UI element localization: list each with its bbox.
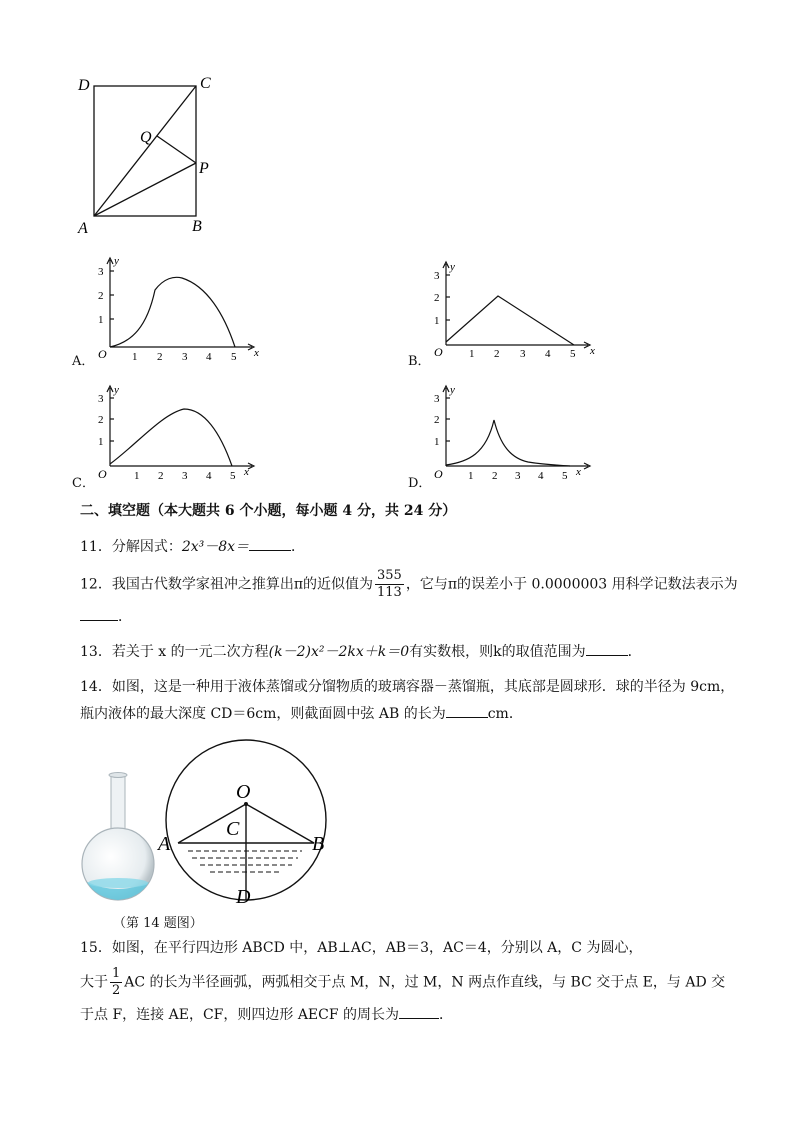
svg-text:2: 2 xyxy=(98,414,104,426)
question-12-line2: ． xyxy=(80,606,132,627)
svg-text:4: 4 xyxy=(545,348,551,360)
svg-text:C: C xyxy=(226,818,240,840)
svg-text:x: x xyxy=(244,466,249,478)
svg-text:5: 5 xyxy=(570,348,576,360)
svg-text:x: x xyxy=(590,345,595,357)
svg-text:2: 2 xyxy=(434,292,440,304)
svg-text:3: 3 xyxy=(434,270,440,282)
option-a-label: A． xyxy=(72,354,95,369)
svg-text:1: 1 xyxy=(434,436,440,448)
svg-text:B: B xyxy=(312,833,325,855)
answer-blank[interactable] xyxy=(586,641,628,656)
svg-text:3: 3 xyxy=(520,348,526,360)
label-d: D xyxy=(78,77,90,94)
label-b: B xyxy=(192,218,202,235)
svg-text:5: 5 xyxy=(231,351,237,363)
svg-text:3: 3 xyxy=(98,266,104,278)
svg-text:1: 1 xyxy=(134,470,140,482)
option-d-label: D． xyxy=(408,476,432,491)
option-b-label: B． xyxy=(408,354,431,369)
svg-text:1: 1 xyxy=(98,436,104,448)
svg-text:3: 3 xyxy=(182,351,188,363)
svg-text:2: 2 xyxy=(492,470,498,482)
svg-text:1: 1 xyxy=(98,314,104,326)
label-c: C xyxy=(200,75,211,92)
svg-text:4: 4 xyxy=(206,351,212,363)
svg-text:y: y xyxy=(450,384,455,396)
svg-text:O: O xyxy=(98,467,107,481)
question-12: 12．我国古代数学家祖冲之推算出π的近似值为 $\frac{355}{113}$ ，它与π的误差小于 0.0000003 用科学记数法表示为 xyxy=(80,568,738,600)
graph-a xyxy=(92,252,272,364)
graph-b xyxy=(428,258,608,370)
question-11: 11．分解因式：2x³－8x＝ ． xyxy=(80,536,305,557)
svg-text:D: D xyxy=(236,886,251,908)
svg-text:x: x xyxy=(254,347,259,359)
graph-c xyxy=(92,382,272,494)
svg-text:1: 1 xyxy=(132,351,138,363)
answer-blank[interactable] xyxy=(80,606,118,621)
svg-text:3: 3 xyxy=(182,470,188,482)
question-14: 14．如图，这是一种用于液体蒸馏或分馏物质的玻璃容器－蒸馏瓶，其底部是圆球形．球的半径为 9cm， xyxy=(80,679,735,695)
svg-text:1: 1 xyxy=(468,470,474,482)
svg-text:4: 4 xyxy=(538,470,544,482)
svg-text:O: O xyxy=(98,347,107,361)
svg-text:1: 1 xyxy=(434,315,440,327)
circle-figure xyxy=(150,726,340,916)
svg-text:O: O xyxy=(236,781,251,803)
svg-text:y: y xyxy=(114,384,119,396)
label-p: P xyxy=(199,160,209,177)
svg-text:2: 2 xyxy=(157,351,163,363)
figure-caption: （第 14 题图） xyxy=(113,916,203,931)
svg-text:O: O xyxy=(434,345,443,359)
svg-text:2: 2 xyxy=(158,470,164,482)
svg-text:x: x xyxy=(576,466,581,478)
svg-text:3: 3 xyxy=(515,470,521,482)
answer-blank[interactable] xyxy=(446,703,488,718)
question-13: 13．若关于 x 的一元二次方程(k－2)x²－2kx＋k＝0有实数根，则k的取值范围为 ． xyxy=(80,641,642,662)
svg-text:A: A xyxy=(158,833,171,855)
label-q: Q xyxy=(140,129,152,146)
svg-text:3: 3 xyxy=(434,393,440,405)
svg-text:2: 2 xyxy=(434,414,440,426)
graph-d xyxy=(428,382,608,494)
svg-text:5: 5 xyxy=(230,470,236,482)
svg-text:2: 2 xyxy=(494,348,500,360)
svg-text:1: 1 xyxy=(469,348,475,360)
answer-blank[interactable] xyxy=(249,536,291,551)
svg-text:3: 3 xyxy=(98,393,104,405)
question-14-line2: 瓶内液体的最大深度 CD＝6cm，则截面圆中弦 AB 的长为 cm． xyxy=(80,703,523,724)
question-15-line3: 于点 F，连接 AE，CF，则四边形 AECF 的周长为 ． xyxy=(80,1004,453,1025)
svg-text:5: 5 xyxy=(562,470,568,482)
svg-text:4: 4 xyxy=(206,470,212,482)
fraction-one-half: $\frac{1}{2}$ xyxy=(112,966,121,998)
fraction-355-113: $\frac{355}{113}$ xyxy=(377,568,402,600)
svg-text:O: O xyxy=(434,467,443,481)
svg-text:2: 2 xyxy=(98,290,104,302)
svg-text:y: y xyxy=(450,261,455,273)
svg-text:y: y xyxy=(114,255,119,267)
question-15-line2: 大于 $\frac{1}{2}$ AC 的长为半径画弧，两弧相交于点 M，N，过 M，N 两点作直线，与 BC 交于点 E，与 AD 交 xyxy=(80,966,726,998)
section-title: 二、填空题（本大题共 6 个小题，每小题 4 分，共 24 分） xyxy=(80,503,457,519)
question-15: 15．如图，在平行四边形 ABCD 中，AB⊥AC，AB＝3，AC＝4，分别以 A，C 为圆心， xyxy=(80,940,643,956)
option-c-label: C． xyxy=(72,476,95,491)
rectangle-figure xyxy=(72,70,222,240)
label-a: A xyxy=(78,220,88,237)
answer-blank[interactable] xyxy=(399,1004,439,1019)
